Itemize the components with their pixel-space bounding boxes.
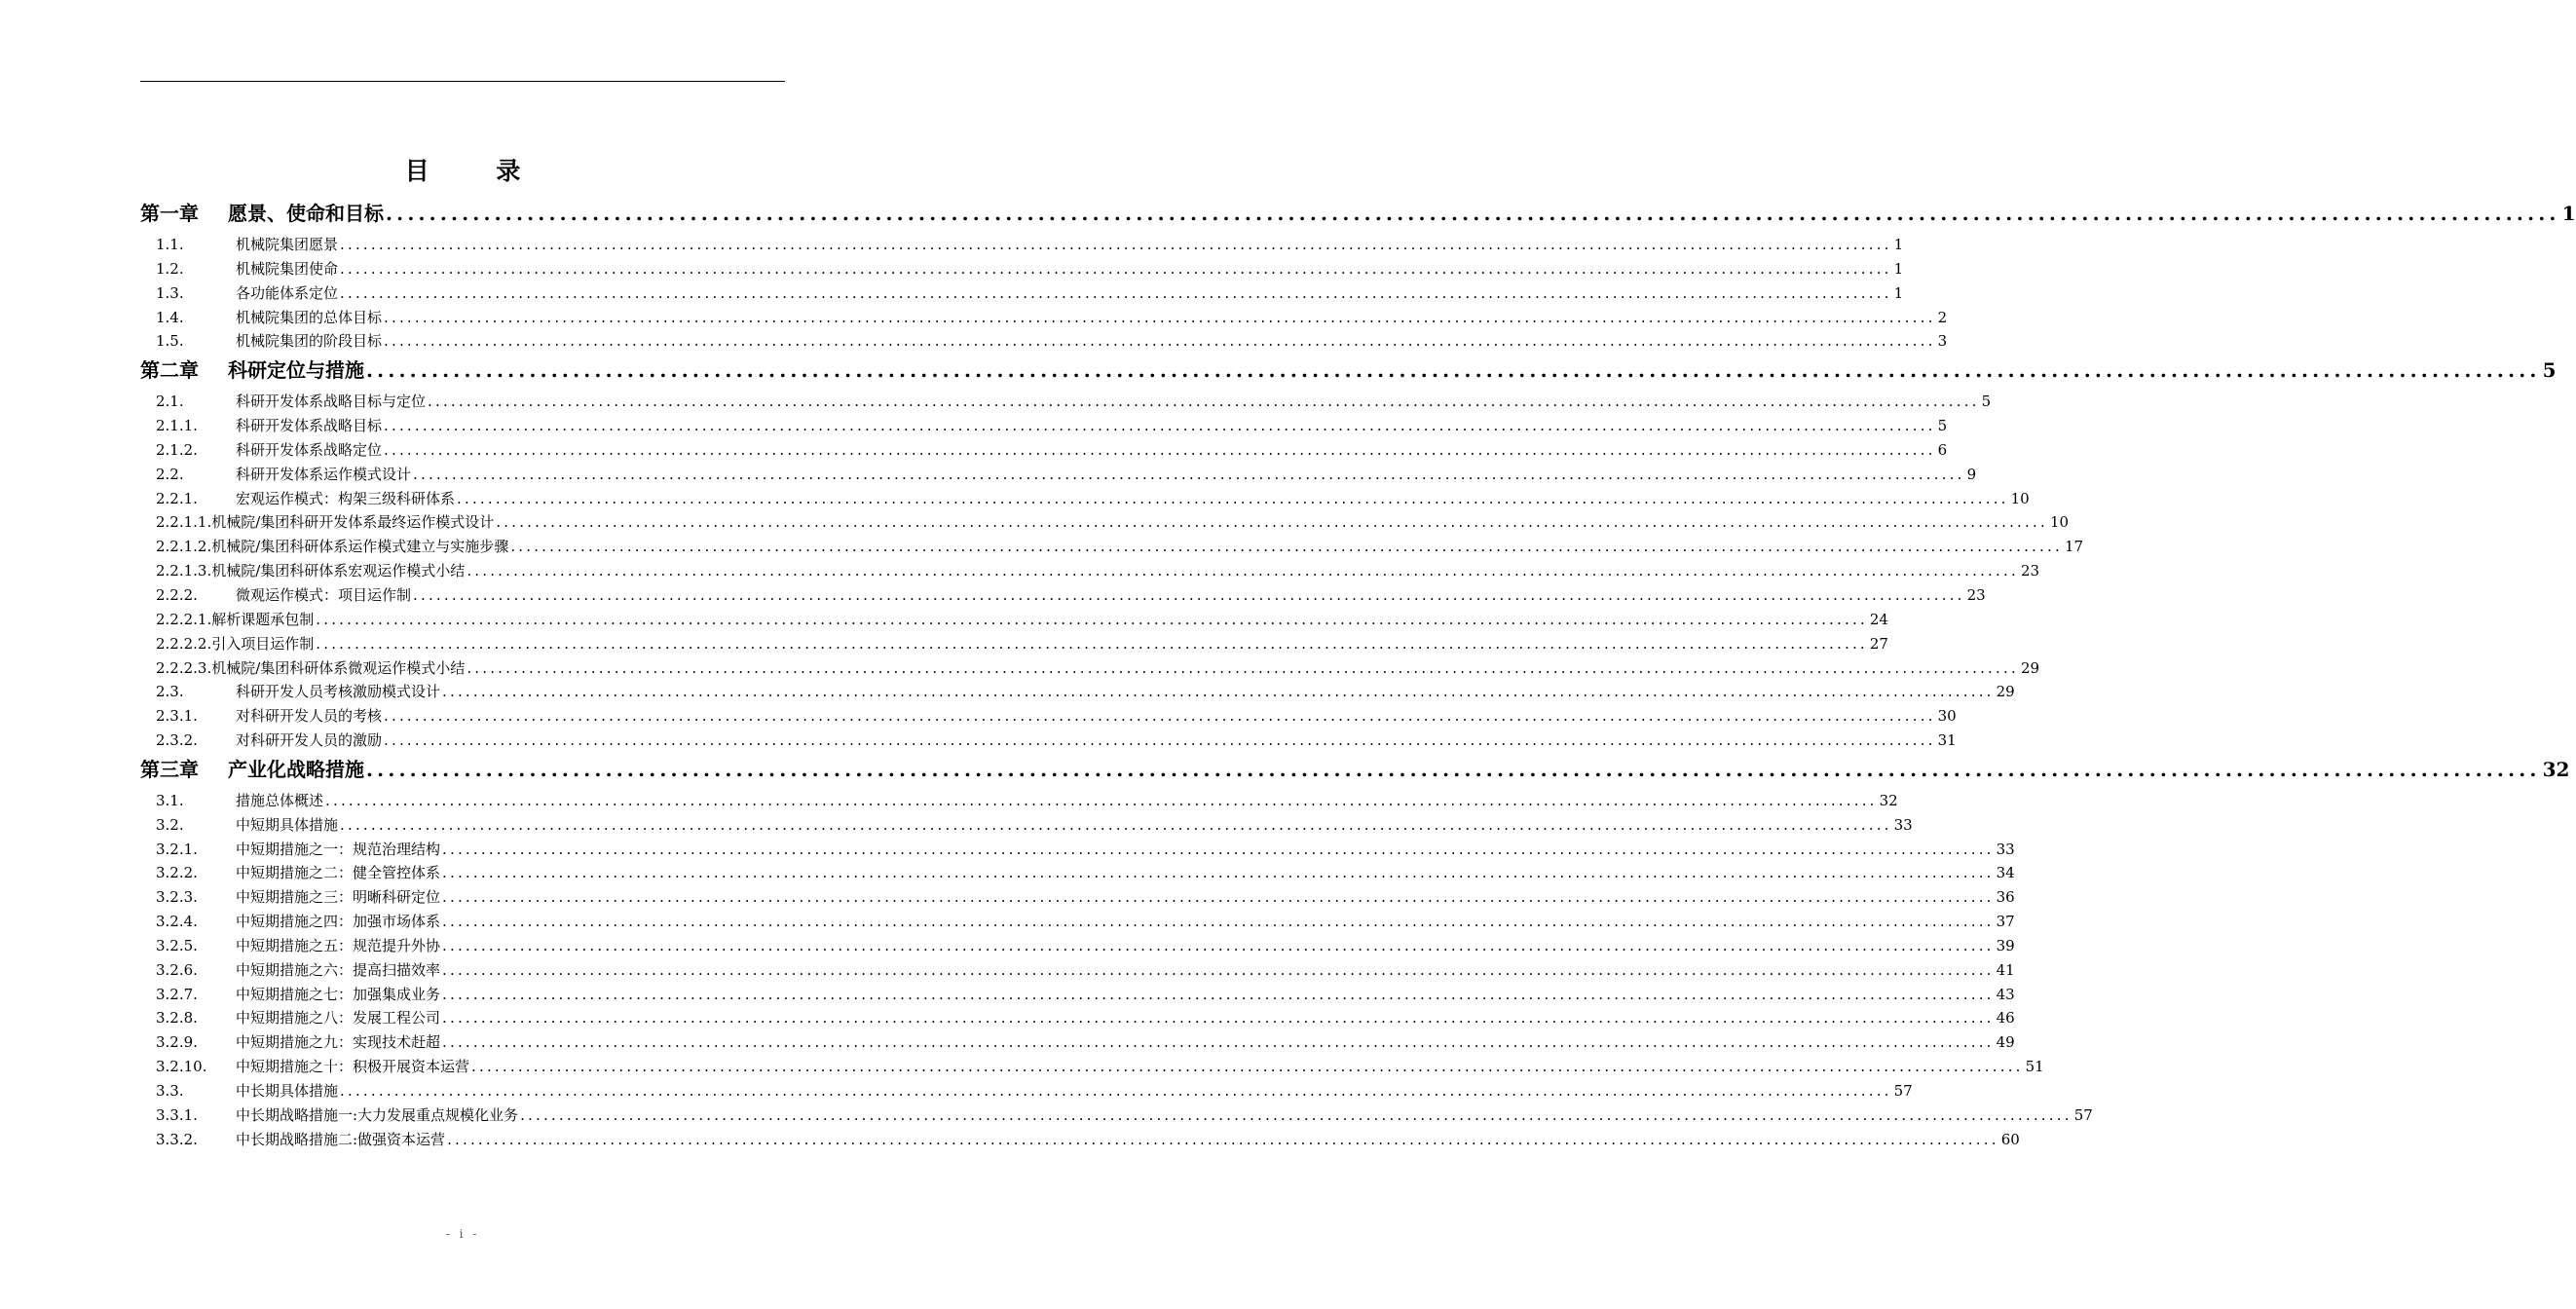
toc-entry-number: 3.3. (156, 1082, 184, 1100)
toc-page-number: 46 (1996, 1009, 2015, 1028)
toc-section-entry[interactable] (140, 657, 2040, 682)
toc-section-entry[interactable] (140, 439, 1948, 464)
toc-entry-title: 机械院集团的阶段目标 (236, 332, 383, 351)
toc-dot-leader: ........................................................................................................................................................................................................ (496, 513, 2048, 532)
toc-entry-title: 产业化战略措施 (228, 757, 364, 781)
toc-entry-title: 机械院集团愿景 (236, 236, 339, 253)
toc-page-number: 5 (1937, 417, 1948, 435)
toc-section-entry[interactable] (140, 1080, 1913, 1104)
toc-dot-leader: ........................................................................................................................................................................................................ (467, 658, 2019, 677)
toc-dot-leader: ........................................................................................................................................................................................................ (442, 1009, 1995, 1028)
toc-dot-leader: ........................................................................................................................................................................................................ (467, 562, 2019, 580)
toc-entry-number: 3.2.3. (156, 888, 198, 907)
toc-entry-number: 3.2.1. (156, 840, 198, 858)
toc-section-entry[interactable] (140, 790, 1898, 814)
toc-entry-number: 1.2. (156, 259, 184, 278)
toc-dot-leader: ........................................................................................................................................................................................................ (442, 985, 1995, 1003)
toc-page-number: 1 (2561, 202, 2576, 225)
toc-page-number: 10 (2049, 513, 2070, 532)
toc-entry-number: 2.2.1.2. (156, 538, 212, 556)
toc-page-number: 33 (1996, 840, 2015, 858)
toc-dot-leader: ........................................................................................................................................................................................................ (325, 791, 1878, 809)
toc-entry-title: 中短期措施之四：加强市场体系 (236, 913, 441, 931)
toc-entry-number: 2.2.1.3. (156, 562, 212, 580)
toc-entry-title: 宏观运作模式：构架三级科研体系 (236, 489, 456, 507)
toc-page-number: 17 (2064, 538, 2084, 556)
table-of-contents (140, 198, 2576, 1153)
toc-dot-leader: ........................................................................................................................................................................................................ (384, 417, 1936, 435)
toc-entry-number: 3.2.4. (156, 913, 198, 931)
toc-page-number: 51 (2025, 1058, 2044, 1076)
toc-title: 目 录 (404, 157, 550, 185)
toc-dot-leader: ........................................................................................................................................................................................................ (447, 1130, 1999, 1148)
toc-page-number: 34 (1996, 864, 2015, 882)
toc-section-entry[interactable] (140, 391, 1992, 415)
toc-section-entry[interactable] (140, 911, 2015, 935)
toc-entry-title: 中短期措施之十：积极开展资本运营 (236, 1058, 470, 1076)
toc-section-entry[interactable] (140, 1056, 2044, 1080)
toc-dot-leader: ........................................................................................................................................................................................................ (413, 465, 1965, 483)
toc-page-number: 27 (1869, 634, 1888, 653)
toc-chapter-entry[interactable] (140, 754, 2570, 790)
toc-dot-leader: ........................................................................................................................................................................................................ (316, 610, 1868, 628)
toc-dot-leader: ........................................................................................................................................................................................................ (442, 683, 1995, 701)
toc-entry-title: 措施总体概述 (236, 791, 324, 809)
toc-section-entry[interactable] (140, 729, 1957, 754)
toc-page-number: 10 (2010, 489, 2030, 507)
toc-entry-title: 引入项目运作制 (211, 634, 315, 653)
toc-dot-leader: ........................................................................................................................................................................................................ (340, 1082, 1892, 1100)
toc-section-entry[interactable] (140, 330, 1948, 355)
toc-entry-title: 中长期具体措施 (236, 1082, 339, 1100)
toc-entry-number: 3.3.1. (156, 1105, 198, 1124)
toc-section-entry[interactable] (140, 584, 1986, 609)
toc-entry-title: 中短期措施之九：实现技术赶超 (236, 1033, 441, 1052)
toc-section-entry[interactable] (140, 959, 2015, 984)
toc-entry-number: 2.2.2.1. (156, 610, 212, 628)
toc-entry-number: 1.3. (156, 283, 184, 302)
toc-chapter-entry[interactable] (140, 198, 2576, 234)
toc-dot-leader: ........................................................................................................................................................................................................ (384, 308, 1936, 326)
toc-section-entry[interactable] (140, 839, 2015, 863)
toc-dot-leader: ........................................................................................................................................................................................................ (442, 960, 1995, 979)
toc-page-number: 9 (1966, 465, 1977, 483)
toc-entry-title: 科研开发体系运作模式设计 (236, 465, 412, 483)
toc-page-number: 49 (1996, 1033, 2015, 1052)
toc-page-number: 3 (1937, 332, 1948, 351)
toc-entry-number: 2.2.2. (156, 585, 198, 604)
toc-section-entry[interactable] (140, 681, 2015, 705)
toc-dot-leader: ........................................................................................................................................................................................................ (384, 731, 1936, 750)
toc-entry-number: 2.3. (156, 683, 184, 701)
toc-entry-title: 中短期措施之五：规范提升外协 (236, 936, 441, 954)
toc-section-entry[interactable] (140, 1104, 2093, 1129)
toc-page-number: 32 (2542, 757, 2570, 781)
toc-entry-title: 中长期战略措施二:做强资本运营 (236, 1130, 446, 1148)
toc-dot-leader: ........................................................................................................................................................................................................ (442, 864, 1995, 882)
toc-section-entry[interactable] (140, 1031, 2015, 1056)
toc-entry-title: 中短期措施之六：提高扫描效率 (236, 960, 441, 979)
toc-entry-number: 3.2.9. (156, 1033, 198, 1052)
toc-dot-leader: ........................................................................................................................................................................................................ (442, 888, 1995, 907)
toc-entry-title: 对科研开发人员的激励 (236, 731, 383, 750)
toc-entry-number: 第二章 (140, 358, 199, 383)
toc-page-number: 41 (1996, 960, 2015, 979)
toc-entry-title: 中长期战略措施一:大力发展重点规模化业务 (236, 1105, 519, 1124)
toc-section-entry[interactable] (140, 488, 2030, 512)
toc-section-entry[interactable] (140, 282, 1904, 307)
toc-dot-leader: ........................................................................................................................................................................................................ (366, 757, 2541, 781)
toc-entry-title: 科研开发体系战略定位 (236, 440, 383, 459)
toc-dot-leader: ........................................................................................................................................................................................................ (366, 358, 2541, 383)
toc-dot-leader: ........................................................................................................................................................................................................ (442, 840, 1995, 858)
toc-dot-leader: ........................................................................................................................................................................................................ (384, 332, 1936, 351)
toc-dot-leader: ........................................................................................................................................................................................................ (442, 1033, 1995, 1052)
toc-page-number: 30 (1937, 707, 1957, 726)
toc-entry-title: 各功能体系定位 (236, 283, 339, 302)
toc-page-number: 57 (1893, 1082, 1913, 1100)
toc-entry-number: 3.2.2. (156, 864, 198, 882)
toc-page-number: 6 (1937, 440, 1948, 459)
toc-entry-number: 2.1. (156, 393, 184, 411)
toc-entry-number: 2.2. (156, 465, 184, 483)
toc-entry-title: 科研开发体系战略目标 (236, 417, 383, 435)
toc-page-number: 29 (2020, 658, 2040, 677)
toc-entry-title: 机械院集团使命 (236, 259, 339, 278)
toc-entry-number: 2.2.1.1. (156, 513, 212, 532)
toc-entry-number: 3.2.8. (156, 1009, 198, 1028)
toc-page-number: 36 (1996, 888, 2015, 907)
toc-entry-number: 3.2.5. (156, 936, 198, 954)
toc-section-entry[interactable] (140, 886, 2015, 911)
toc-entry-number: 2.3.1. (156, 707, 198, 726)
toc-page-number: 33 (1893, 815, 1913, 834)
toc-entry-number: 3.2.6. (156, 960, 198, 979)
toc-entry-title: 科研开发人员考核激励模式设计 (236, 683, 441, 701)
toc-section-entry[interactable] (140, 511, 2070, 536)
toc-section-entry[interactable] (140, 814, 1913, 839)
toc-entry-number: 1.4. (156, 308, 184, 326)
header-rule (140, 81, 785, 82)
toc-section-entry[interactable] (140, 464, 1977, 488)
toc-section-entry[interactable] (140, 258, 1904, 282)
toc-dot-leader: ........................................................................................................................................................................................................ (340, 236, 1892, 253)
toc-page-number: 31 (1937, 731, 1957, 750)
toc-dot-leader: ........................................................................................................................................................................................................ (316, 634, 1868, 653)
toc-entry-title: 机械院/集团科研体系微观运作模式小结 (211, 658, 466, 677)
toc-dot-leader: ........................................................................................................................................................................................................ (442, 913, 1995, 931)
toc-entry-number: 2.3.2. (156, 731, 198, 750)
toc-section-entry[interactable] (140, 415, 1948, 439)
toc-dot-leader: ........................................................................................................................................................................................................ (471, 1058, 2024, 1076)
toc-page-number: 23 (1966, 585, 1986, 604)
toc-entry-title: 中短期具体措施 (236, 815, 339, 834)
toc-entry-title: 微观运作模式：项目运作制 (236, 585, 412, 604)
toc-entry-number: 2.2.2.3. (156, 658, 212, 677)
toc-section-entry[interactable] (140, 536, 2084, 560)
toc-page-number: 29 (1996, 683, 2015, 701)
toc-entry-title: 中短期措施之八：发展工程公司 (236, 1009, 441, 1028)
toc-chapter-entry[interactable] (140, 355, 2557, 391)
toc-dot-leader: ........................................................................................................................................................................................................ (510, 538, 2063, 556)
toc-page-number: 5 (1981, 393, 1992, 411)
toc-page-number: 2 (1937, 308, 1948, 326)
toc-dot-leader: ........................................................................................................................................................................................................ (442, 936, 1995, 954)
toc-entry-number: 3.3.2. (156, 1130, 198, 1148)
toc-section-entry[interactable] (140, 862, 2015, 886)
toc-entry-number: 2.2.2.2. (156, 634, 212, 653)
toc-section-entry[interactable] (140, 1129, 2020, 1153)
toc-section-entry[interactable] (140, 633, 1888, 657)
toc-page-number: 5 (2542, 358, 2557, 383)
toc-entry-number: 第一章 (140, 202, 199, 225)
toc-dot-leader: ........................................................................................................................................................................................................ (386, 202, 2560, 225)
toc-section-entry[interactable] (140, 560, 2040, 584)
toc-dot-leader: ........................................................................................................................................................................................................ (340, 259, 1892, 278)
toc-entry-title: 科研开发体系战略目标与定位 (236, 393, 427, 411)
toc-entry-number: 1.1. (156, 236, 184, 253)
toc-entry-title: 中短期措施之七：加强集成业务 (236, 985, 441, 1003)
toc-section-entry[interactable] (140, 609, 1888, 633)
toc-section-entry[interactable] (140, 234, 1904, 258)
toc-section-entry[interactable] (140, 705, 1957, 729)
toc-section-entry[interactable] (140, 984, 2015, 1008)
toc-dot-leader: ........................................................................................................................................................................................................ (457, 489, 2009, 507)
toc-page-number: 60 (2000, 1130, 2020, 1148)
toc-dot-leader: ........................................................................................................................................................................................................ (340, 283, 1892, 302)
page-number-footer: - i - (445, 1227, 480, 1241)
toc-entry-title: 机械院/集团科研开发体系最终运作模式设计 (211, 513, 495, 532)
toc-page-number: 43 (1996, 985, 2015, 1003)
toc-entry-title: 解析课题承包制 (211, 610, 315, 628)
toc-entry-number: 2.2.1. (156, 489, 198, 507)
toc-entry-title: 机械院集团的总体目标 (236, 308, 383, 326)
toc-page-number: 23 (2020, 562, 2040, 580)
toc-entry-title: 中短期措施之三：明晰科研定位 (236, 888, 441, 907)
toc-entry-number: 3.2.7. (156, 985, 198, 1003)
toc-entry-number: 第三章 (140, 757, 199, 781)
toc-entry-title: 愿景、使命和目标 (228, 202, 384, 225)
toc-dot-leader: ........................................................................................................................................................................................................ (428, 393, 1980, 411)
toc-entry-number: 3.2. (156, 815, 184, 834)
toc-page-number: 32 (1879, 791, 1898, 809)
toc-page-number: 37 (1996, 913, 2015, 931)
toc-page-number: 1 (1893, 259, 1904, 278)
toc-entry-number: 3.2.10. (156, 1058, 207, 1076)
toc-page-number: 39 (1996, 936, 2015, 954)
toc-page-number: 24 (1869, 610, 1888, 628)
toc-entry-title: 科研定位与措施 (228, 358, 364, 383)
toc-section-entry[interactable] (140, 935, 2015, 959)
toc-entry-title: 机械院/集团科研体系宏观运作模式小结 (211, 562, 466, 580)
toc-dot-leader: ........................................................................................................................................................................................................ (384, 707, 1936, 726)
toc-entry-number: 2.1.1. (156, 417, 198, 435)
toc-entry-title: 中短期措施之二：健全管控体系 (236, 864, 441, 882)
toc-entry-number: 2.1.2. (156, 440, 198, 459)
toc-dot-leader: ........................................................................................................................................................................................................ (340, 815, 1892, 834)
toc-dot-leader: ........................................................................................................................................................................................................ (520, 1105, 2072, 1124)
toc-dot-leader: ........................................................................................................................................................................................................ (384, 440, 1936, 459)
toc-section-entry[interactable] (140, 1007, 2015, 1031)
toc-entry-title: 机械院/集团科研体系运作模式建立与实施步骤 (211, 538, 509, 556)
toc-entry-number: 1.5. (156, 332, 184, 351)
toc-entry-title: 对科研开发人员的考核 (236, 707, 383, 726)
toc-dot-leader: ........................................................................................................................................................................................................ (413, 585, 1965, 604)
toc-section-entry[interactable] (140, 307, 1948, 331)
toc-entry-title: 中短期措施之一：规范治理结构 (236, 840, 441, 858)
toc-entry-number: 3.1. (156, 791, 184, 809)
toc-page-number: 57 (2073, 1105, 2093, 1124)
toc-page-number: 1 (1893, 236, 1904, 253)
toc-page-number: 1 (1893, 283, 1904, 302)
